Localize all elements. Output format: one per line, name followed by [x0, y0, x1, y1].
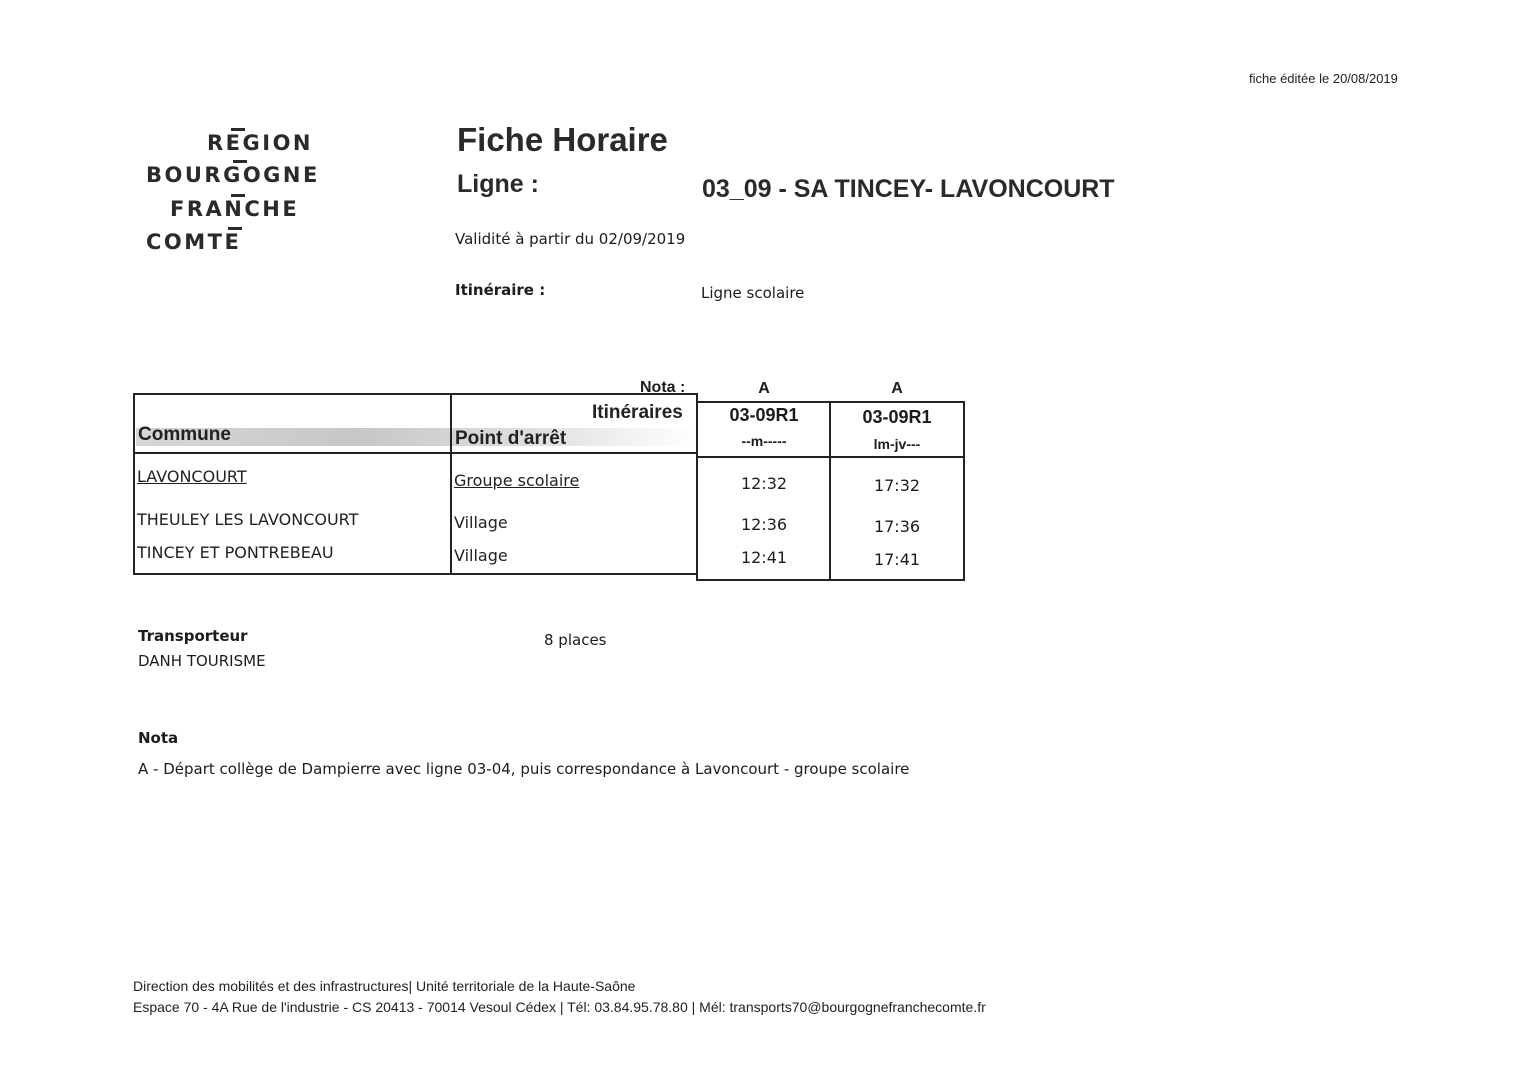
row-2-commune: THEULEY LES LAVONCOURT — [137, 510, 359, 529]
edit-date: fiche éditée le 20/08/2019 — [1249, 71, 1398, 86]
ligne-label: Ligne : — [457, 170, 539, 198]
row-1-time-2: 17:32 — [873, 476, 921, 495]
header-commune: Commune — [138, 424, 231, 445]
itineraire-value: Ligne scolaire — [701, 284, 805, 302]
itineraires-label: Itinéraires — [592, 402, 683, 423]
logo-line-3: FRANCHE — [170, 197, 300, 221]
logo-bar-3 — [231, 194, 245, 197]
row-3-point: Village — [454, 546, 508, 565]
row-1-commune: LAVONCOURT — [137, 467, 247, 486]
logo-line-2: BOURGOGNE — [146, 163, 320, 187]
nota-label: Nota — [138, 729, 179, 747]
validity-text: Validité à partir du 02/09/2019 — [455, 230, 686, 248]
logo-line-4: COMTE — [146, 230, 242, 254]
nota-col-1: A — [758, 380, 770, 397]
row-3-time-1: 12:41 — [740, 548, 788, 567]
col-days-1: --m----- — [741, 433, 787, 449]
transporteur-name: DANH TOURISME — [138, 652, 266, 670]
header-point-arret: Point d'arrêt — [455, 428, 567, 449]
row-2-time-2: 17:36 — [873, 517, 921, 536]
nota-text: A - Départ collège de Dampierre avec ligne 03-04, puis correspondance à Lavoncourt - groupe scolaire — [138, 760, 910, 778]
col-code-2: 03-09R1 — [862, 407, 932, 427]
col-days-2: lm-jv--- — [873, 436, 921, 452]
row-1-time-1: 12:32 — [740, 474, 788, 493]
logo-bar-4 — [228, 227, 242, 230]
itineraire-label: Itinéraire : — [455, 281, 546, 299]
region-logo — [146, 128, 346, 258]
nota-row-label: Nota : — [640, 379, 686, 396]
row-1-point: Groupe scolaire — [454, 471, 580, 490]
transporteur-label: Transporteur — [138, 627, 248, 645]
page-title: Fiche Horaire — [457, 121, 668, 158]
col-code-1: 03-09R1 — [729, 405, 799, 425]
footer-line-1: Direction des mobilités et des infrastructures| Unité territoriale de la Haute-Saône — [133, 978, 636, 994]
row-3-time-2: 17:41 — [873, 550, 921, 569]
logo-bar-2 — [233, 160, 247, 163]
footer-line-2: Espace 70 - 4A Rue de l'industrie - CS 20413 - 70014 Vesoul Cédex | Tél: 03.84.95.78.80 | Mél: transports70@bourgognefranchecomte.fr — [133, 999, 986, 1015]
col-divider-1 — [450, 395, 452, 574]
row-2-time-1: 12:36 — [740, 515, 788, 534]
ligne-value: 03_09 - SA TINCEY- LAVONCOURT — [702, 175, 1115, 203]
header-divider-right — [698, 456, 963, 458]
logo-bar-1 — [231, 128, 245, 131]
header-divider-left — [135, 452, 698, 454]
row-2-point: Village — [454, 513, 508, 532]
logo-line-1: REGION — [207, 131, 313, 155]
nota-col-2: A — [891, 380, 903, 397]
places-count: 8 places — [544, 631, 607, 649]
row-3-commune: TINCEY ET PONTREBEAU — [137, 543, 334, 562]
